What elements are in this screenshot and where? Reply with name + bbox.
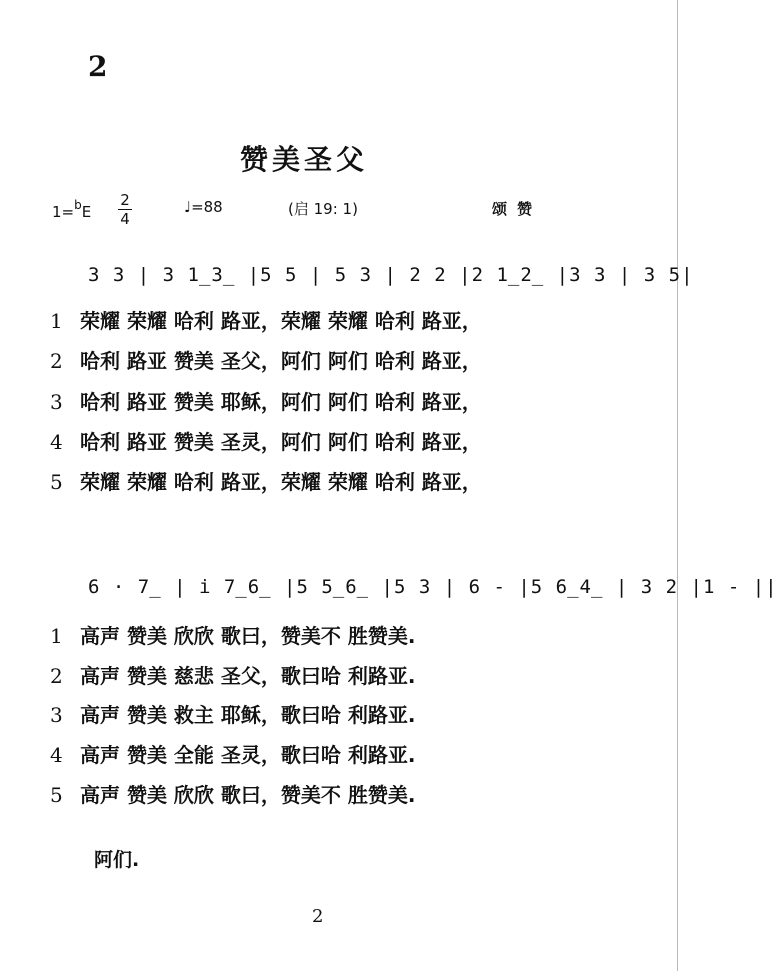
verse-number: 3	[50, 390, 63, 414]
hymn-category: 颂赞	[492, 200, 543, 218]
lyric-text: 哈利 路亚 赞美 圣灵，阿们 阿们 哈利 路亚，	[80, 430, 482, 454]
page-edge	[677, 0, 678, 971]
verse-number: 2	[50, 664, 63, 688]
closing-amen: 阿们.	[94, 849, 140, 871]
verse-number: 4	[50, 430, 63, 454]
key-prefix: 1=	[52, 203, 75, 221]
key-note: E	[81, 203, 92, 221]
lyric-row	[50, 345, 482, 374]
lyric-text: 荣耀 荣耀 哈利 路亚，荣耀 荣耀 哈利 路亚，	[80, 470, 482, 494]
lyric-text: 高声 赞美 慈悲 圣父，歌曰哈 利路亚.	[80, 664, 416, 688]
lyric-text: 高声 赞美 欣欣 歌曰，赞美不 胜赞美.	[80, 783, 416, 807]
lyric-text: 高声 赞美 欣欣 歌曰，赞美不 胜赞美.	[80, 624, 416, 648]
verse-number: 5	[50, 783, 63, 807]
verse-number: 3	[50, 703, 63, 727]
key-signature	[52, 200, 91, 221]
verse-number: 5	[50, 470, 63, 494]
lyric-row	[50, 660, 415, 689]
lyric-row	[50, 386, 482, 415]
hymn-title: 赞美圣父	[240, 143, 369, 176]
tempo-marking: ♩=88	[184, 198, 223, 216]
verse-number: 1	[50, 309, 63, 333]
lyric-text: 哈利 路亚 赞美 耶稣，阿们 阿们 哈利 路亚，	[80, 390, 482, 414]
verse-number: 2	[50, 349, 63, 373]
lyric-row	[50, 305, 482, 334]
verse-number: 4	[50, 743, 63, 767]
time-signature	[118, 192, 132, 227]
meter-bottom: 4	[120, 210, 130, 228]
lyric-row	[50, 739, 415, 768]
lyric-row	[50, 466, 482, 495]
meter-top: 2	[120, 191, 130, 209]
lyric-text: 哈利 路亚 赞美 圣父，阿们 阿们 哈利 路亚，	[80, 349, 482, 373]
lyric-text: 高声 赞美 救主 耶稣，歌曰哈 利路亚.	[80, 703, 416, 727]
lyric-row	[50, 620, 415, 649]
notation-line-2: 6 · 7̲ | i 7̲6̲ |5 5̲6̲ |5 3 | 6 - |5 6̲4̲ | 3 2 |1 - ||	[88, 576, 778, 598]
lyric-row	[50, 779, 415, 808]
hymn-number: 2	[88, 50, 108, 83]
notation-line-1: 3 3 | 3 1̲3̲ |5 5 | 5 3 | 2 2 |2 1̲2̲ |3 3 | 3 5|	[88, 264, 694, 286]
lyric-row	[50, 426, 482, 455]
verse-number: 1	[50, 624, 63, 648]
key-flat: b	[74, 198, 82, 212]
lyric-text: 荣耀 荣耀 哈利 路亚，荣耀 荣耀 哈利 路亚，	[80, 309, 482, 333]
lyric-row	[50, 699, 415, 728]
page-number: 2	[312, 906, 324, 927]
lyric-text: 高声 赞美 全能 圣灵，歌曰哈 利路亚.	[80, 743, 416, 767]
scripture-reference: (启 19: 1)	[288, 200, 358, 218]
